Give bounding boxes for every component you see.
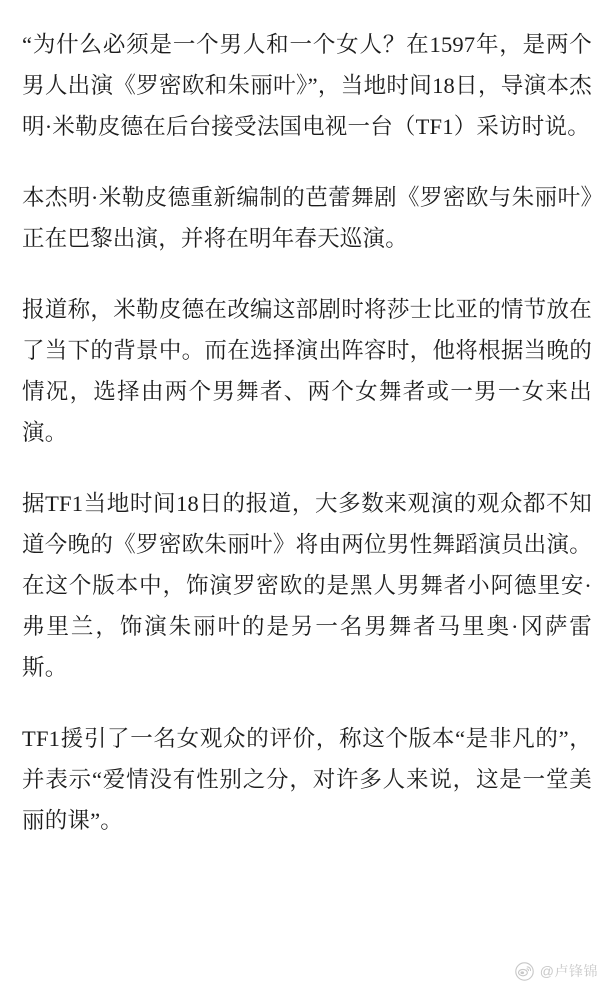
- article-paragraph: 据TF1当地时间18日的报道，大多数来观演的观众都不知道今晚的《罗密欧朱丽叶》将由两位男性舞蹈演员出演。在这个版本中，饰演罗密欧的是黑人男舞者小阿德里安·弗里兰，饰演朱丽叶的是另一名男舞者马里奥·冈萨雷斯。: [22, 491, 592, 680]
- weibo-icon: [515, 962, 534, 981]
- watermark-label: @卢锋锦: [539, 963, 598, 979]
- article-paragraph: 报道称，米勒皮德在改编这部剧时将莎士比亚的情节放在了当下的背景中。而在选择演出阵容时，他将根据当晚的情况，选择由两个男舞者、两个女舞者或一男一女来出演。: [22, 297, 592, 445]
- article-paragraph: 本杰明·米勒皮德重新编制的芭蕾舞剧《罗密欧与朱丽叶》正在巴黎出演，并将在明年春天巡演。: [22, 185, 592, 251]
- article-paragraph: “为什么必须是一个男人和一个女人？在1597年，是两个男人出演《罗密欧和朱丽叶》”，当地时间18日，导演本杰明·米勒皮德在后台接受法国电视一台（TF1）采访时说。: [22, 32, 592, 139]
- article-paragraph: TF1援引了一名女观众的评价，称这个版本“是非凡的”，并表示“爱情没有性别之分，对许多人来说，这是一堂美丽的课”。: [22, 726, 592, 833]
- watermark: [515, 961, 598, 981]
